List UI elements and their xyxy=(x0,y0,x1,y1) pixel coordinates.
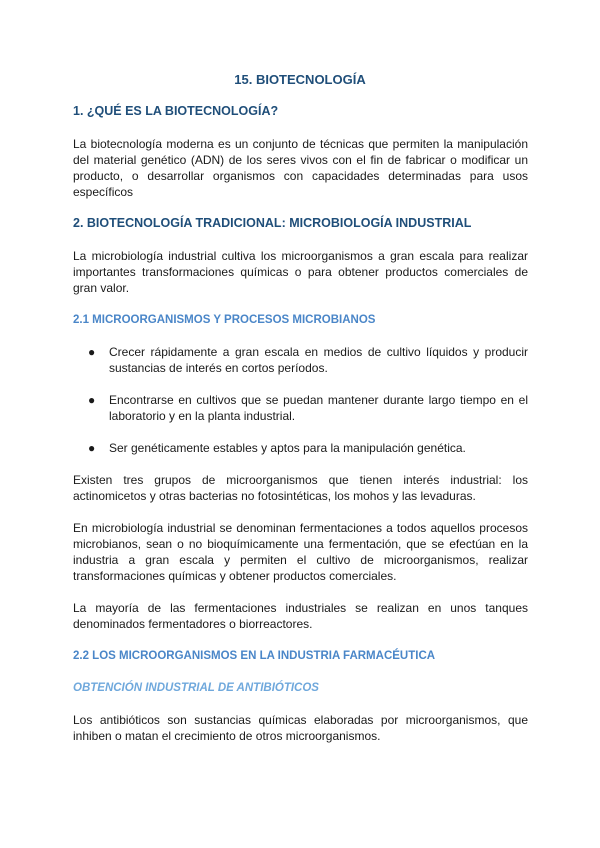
bullet-icon: ● xyxy=(88,345,96,359)
section-2-2-subheading: OBTENCIÓN INDUSTRIAL DE ANTIBIÓTICOS xyxy=(73,682,319,694)
section-2-1-heading: 2.1 MICROORGANISMOS Y PROCESOS MICROBIANOS xyxy=(73,314,376,326)
section-2-1-paragraph-1: Existen tres grupos de microorganismos que tienen interés industrial: los actinomicetos y otras bacterias no fotosintéticas, los mohos y las levaduras. xyxy=(73,473,528,503)
requirements-list-2 xyxy=(73,392,528,424)
list-item-text: Ser genéticamente estables y aptos para la manipulación genética. xyxy=(109,441,466,455)
list-item-text: Encontrarse en cultivos que se puedan mantener durante largo tiempo en el laboratorio y en la planta industrial. xyxy=(109,393,528,423)
list-item xyxy=(73,392,528,424)
section-1-heading: 1. ¿QUÉ ES LA BIOTECNOLOGÍA? xyxy=(73,104,279,118)
bullet-icon: ● xyxy=(88,441,96,455)
section-2-1-paragraph-2: En microbiología industrial se denominan fermentaciones a todos aquellos procesos microbianos, sean o no bioquímicamente una fermentación, que se efectúan en la industria a gran escala y permiten el cultivo de microorganismos, realizar transformaciones químicas y obtener productos comerciales. xyxy=(73,521,528,583)
section-2-paragraph: La microbiología industrial cultiva los microorganismos a gran escala para realizar importantes transformaciones químicas o para obtener productos comerciales de gran valor. xyxy=(73,249,528,295)
section-2-2-paragraph: Los antibióticos son sustancias químicas elaboradas por microorganismos, que inhiben o matan el crecimiento de otros microorganismos. xyxy=(73,713,528,743)
section-2-heading: 2. BIOTECNOLOGÍA TRADICIONAL: MICROBIOLOGÍA INDUSTRIAL xyxy=(73,216,472,230)
list-item-text: Crecer rápidamente a gran escala en medios de cultivo líquidos y producir sustancias de interés en cortos períodos. xyxy=(109,345,528,375)
bullet-icon: ● xyxy=(88,393,96,407)
list-item xyxy=(73,344,528,376)
section-2-1-paragraph-3: La mayoría de las fermentaciones industriales se realizan en unos tanques denominados fermentadores o biorreactores. xyxy=(73,601,528,631)
document-title: 15. BIOTECNOLOGÍA xyxy=(234,72,366,87)
section-2-2-heading: 2.2 LOS MICROORGANISMOS EN LA INDUSTRIA FARMACÉUTICA xyxy=(73,650,436,662)
list-item xyxy=(73,440,528,456)
requirements-list-3 xyxy=(73,440,528,456)
requirements-list xyxy=(73,344,528,376)
section-1-paragraph: La biotecnología moderna es un conjunto de técnicas que permiten la manipulación del material genético (ADN) de los seres vivos con el fin de fabricar o modificar un producto, o desarrollar organismos con capacidades determinadas para usos específicos xyxy=(73,137,528,199)
